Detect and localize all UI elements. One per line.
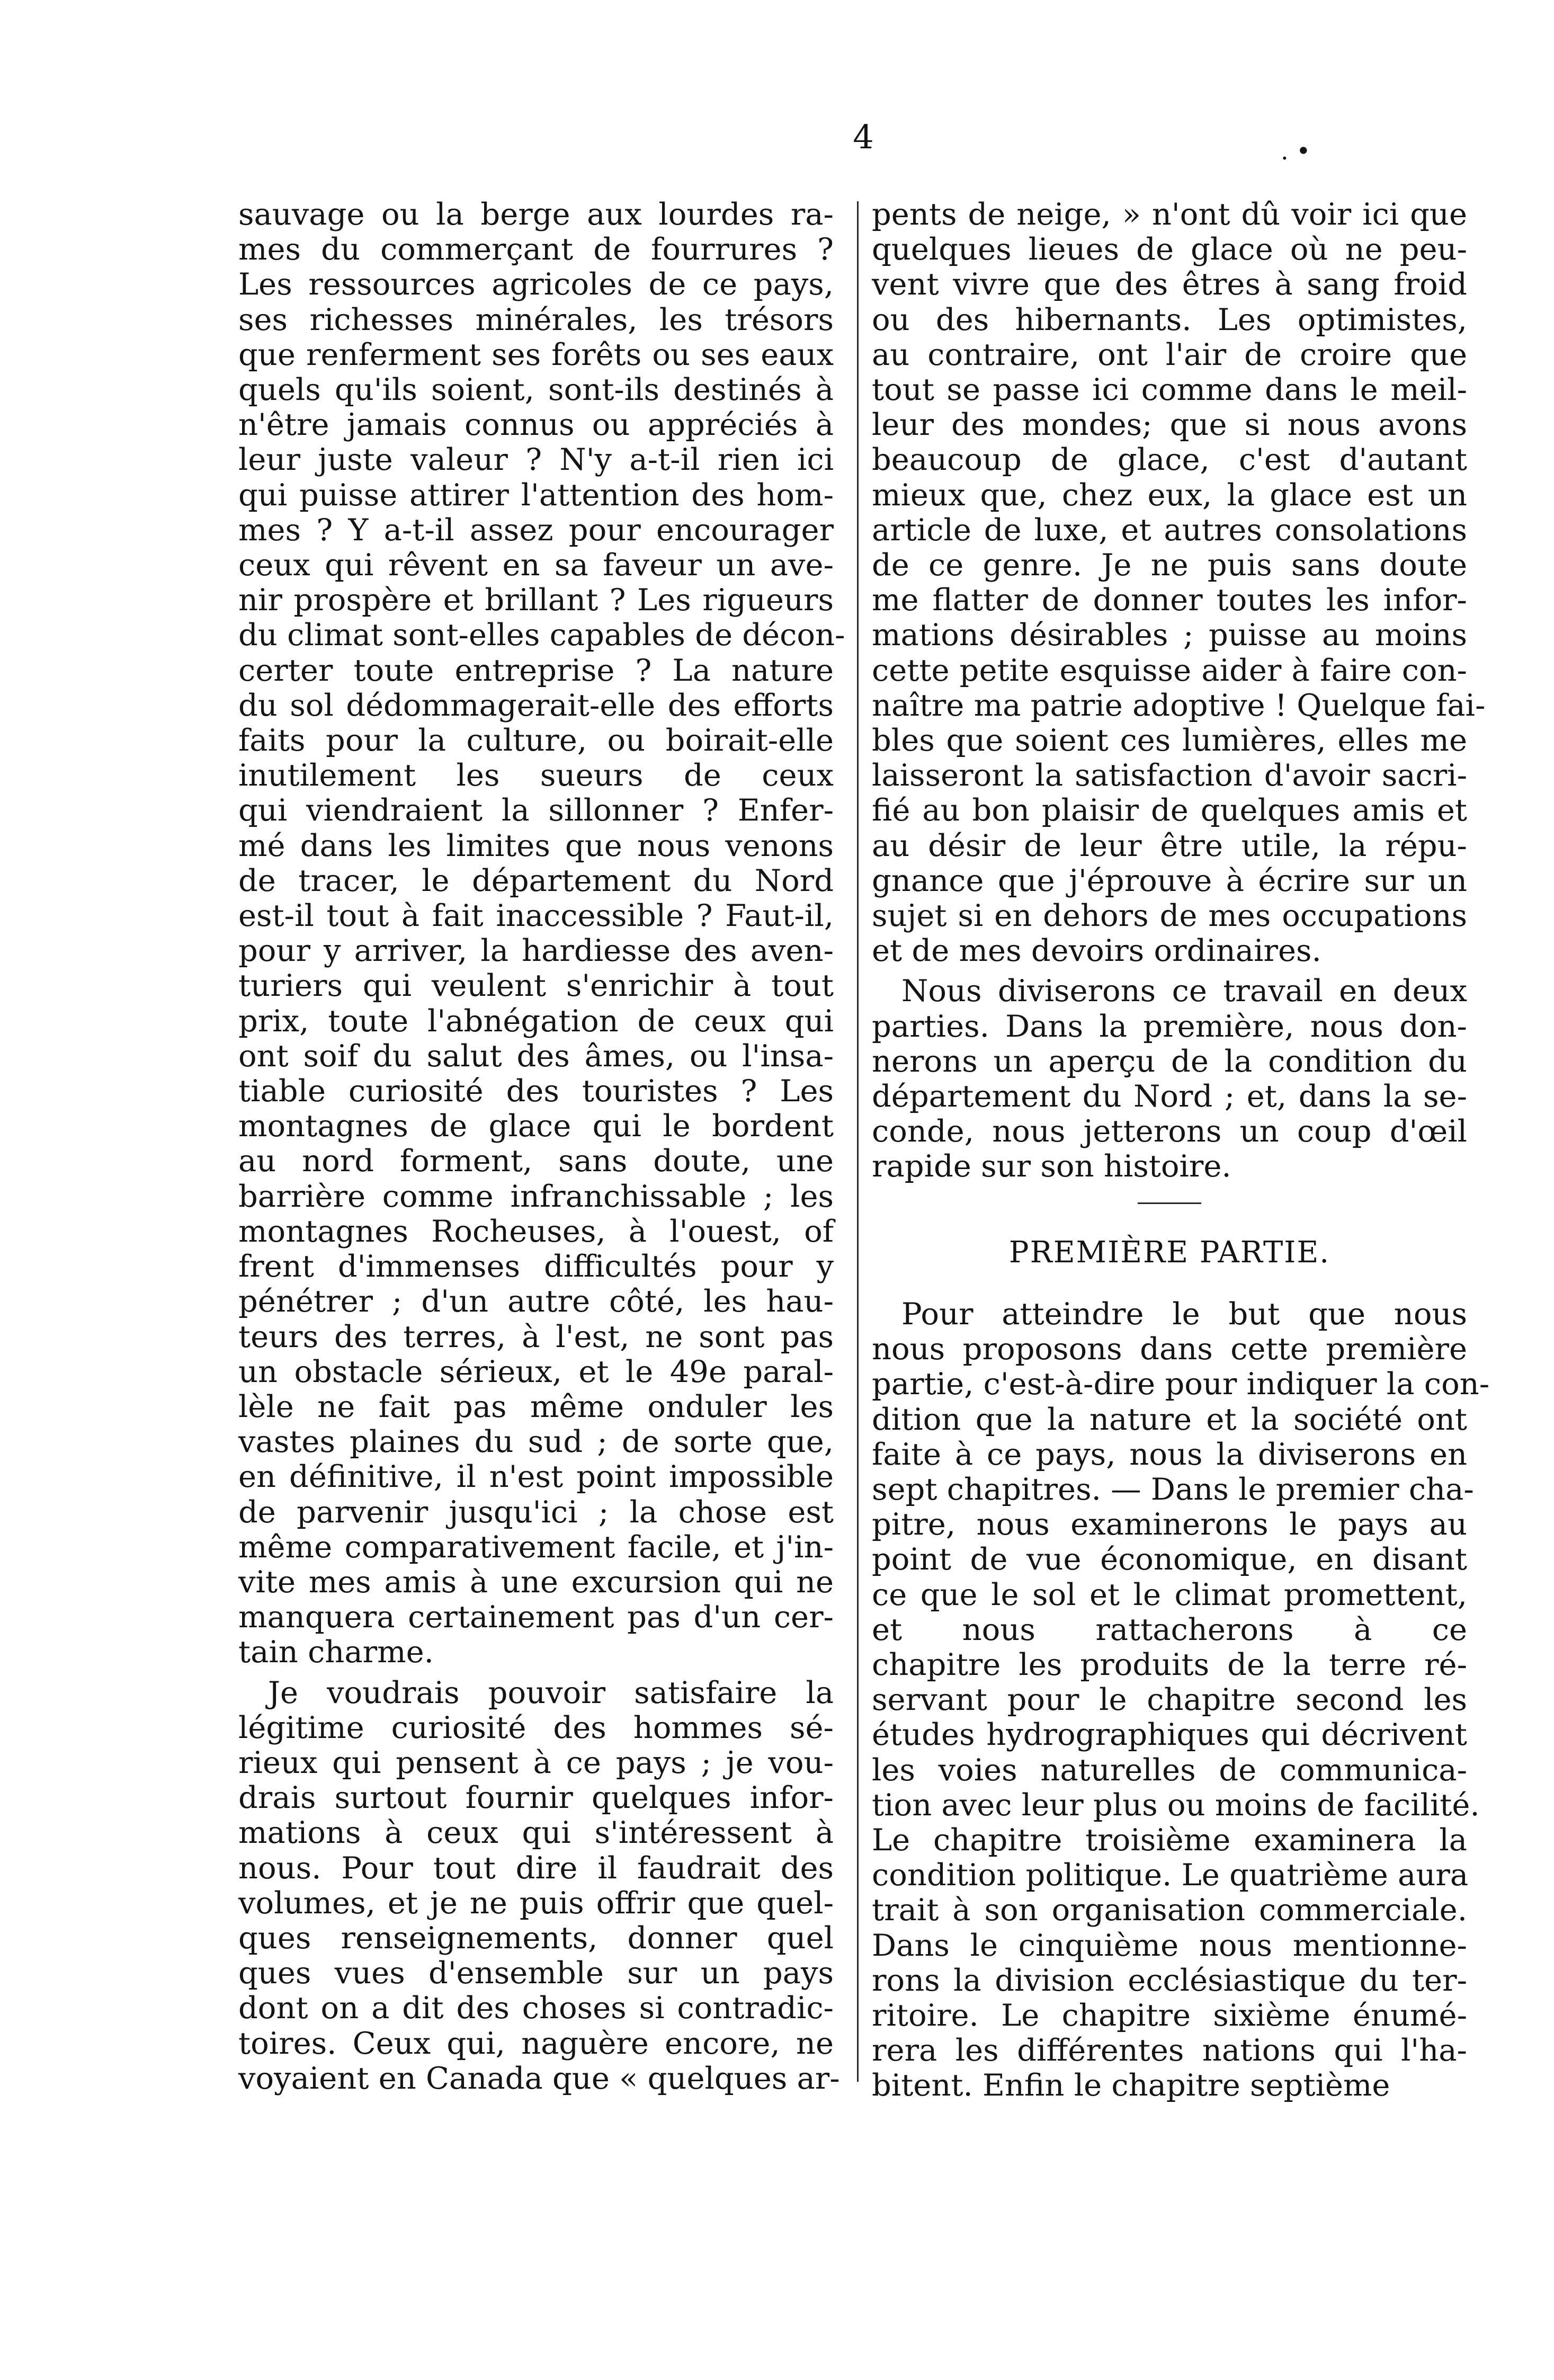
text-line: barrière comme infranchissable ; les <box>238 1178 834 1214</box>
text-line: au désir de leur être utile, la répu- <box>872 827 1467 863</box>
text-line: inutilement les sueurs de ceux <box>238 757 834 794</box>
text-line: manquera certainement pas d'un cer- <box>238 1599 834 1635</box>
text-line: et nous rattacherons à ce <box>872 1611 1467 1647</box>
text-line: gnance que j'éprouve à écrire sur un <box>872 862 1467 898</box>
right-paragraph-1 <box>872 197 1486 969</box>
text-line: département du Nord ; et, dans la se- <box>872 1078 1467 1115</box>
text-line: turiers qui veulent s'enrichir à tout <box>238 968 834 1004</box>
text-line: de parvenir jusqu'ici ; la chose est <box>238 1494 834 1530</box>
text-line: me flatter de donner toutes les infor- <box>872 582 1467 618</box>
text-line: trait à son organisation commerciale. <box>872 1892 1467 1928</box>
text-line: vastes plaines du sud ; de sorte que, <box>238 1424 834 1460</box>
column-divider <box>857 201 859 2082</box>
text-line: un obstacle sérieux, et le 49e paral- <box>238 1353 834 1389</box>
text-line: légitime curiosité des hommes sé- <box>238 1709 834 1745</box>
text-line: toires. Ceux qui, naguère encore, ne <box>238 2025 834 2061</box>
text-line: leur juste valeur ? N'y a-t-il rien ici <box>238 442 834 478</box>
text-line: fié au bon plaisir de quelques amis et <box>872 792 1467 828</box>
text-line: teurs des terres, à l'est, ne sont pas <box>238 1318 834 1354</box>
text-line: nir prospère et brillant ? Les rigueurs <box>238 582 834 618</box>
text-line: vent vivre que des êtres à sang froid <box>872 266 1467 302</box>
text-line: pénétrer ; d'un autre côté, les hau- <box>238 1283 834 1320</box>
text-line: Nous diviserons ce travail en deux <box>901 973 1467 1009</box>
text-line: naître ma patrie adoptive ! Quelque fai- <box>872 687 1486 723</box>
text-line: drais surtout fournir quelques infor- <box>238 1780 834 1816</box>
text-line: ques renseignements, donner quel <box>238 1920 834 1956</box>
text-line: leur des mondes; que si nous avons <box>872 407 1467 443</box>
text-line: ont soif du salut des âmes, ou l'insa- <box>238 1038 834 1074</box>
text-line: montagnes de glace qui le bordent <box>238 1108 834 1144</box>
text-line: sept chapitres. — Dans le premier cha- <box>872 1471 1474 1507</box>
text-line: partie, c'est-à-dire pour indiquer la con- <box>872 1366 1490 1402</box>
text-line: prix, toute l'abnégation de ceux qui <box>238 1003 834 1039</box>
text-line: condition politique. Le quatrième aura <box>872 1857 1469 1893</box>
text-line: frent d'immenses difficultés pour y <box>238 1249 834 1285</box>
text-line: Je voudrais pouvoir satisfaire la <box>268 1674 834 1710</box>
text-line: volumes, et je ne puis offrir que quel- <box>238 1885 834 1921</box>
text-line: ou des hibernants. Les optimistes, <box>872 301 1467 337</box>
text-line: nous proposons dans cette première <box>872 1331 1467 1367</box>
text-line: dont on a dit des choses si contradic- <box>238 1990 834 2026</box>
text-line: bles que soient ces lumières, elles me <box>872 723 1467 759</box>
section-heading-block <box>872 1235 1467 1270</box>
text-line: et de mes devoirs ordinaires. <box>872 933 1321 969</box>
right-paragraph-2 <box>872 974 1467 1184</box>
text-line: rons la division ecclésiastique du ter- <box>872 1962 1467 1998</box>
text-line: vite mes amis à une excursion qui ne <box>238 1564 834 1600</box>
text-line: qui puisse attirer l'attention des hom- <box>238 477 834 513</box>
corner-mark: . • <box>1281 137 1311 165</box>
text-line: bitent. Enfin le chapitre septième <box>872 2067 1390 2103</box>
text-line: mieux que, chez eux, la glace est un <box>872 477 1467 513</box>
text-line: Les ressources agricoles de ce pays, <box>238 266 834 302</box>
text-line: certer toute entreprise ? La nature <box>238 652 834 688</box>
text-line: rapide sur son histoire. <box>872 1148 1231 1184</box>
text-line: que renferment ses forêts ou ses eaux <box>238 336 834 372</box>
page-number: 4 <box>853 118 874 156</box>
text-line: du sol dédommagerait-elle des efforts <box>238 687 834 723</box>
text-line: mes ? Y a-t-il assez pour encourager <box>238 512 834 548</box>
text-line: de ce genre. Je ne puis sans doute <box>872 547 1467 583</box>
text-line: les voies naturelles de communica- <box>872 1752 1467 1788</box>
text-line: cette petite esquisse aider à faire con- <box>872 652 1467 688</box>
text-line: pour y arriver, la hardiesse des aven- <box>238 933 834 969</box>
text-line: Dans le cinquième nous mentionne- <box>872 1927 1467 1963</box>
text-line: tion avec leur plus ou moins de facilité. <box>872 1787 1480 1823</box>
section-heading: PREMIÈRE PARTIE. <box>1008 1235 1330 1270</box>
text-line: Le chapitre troisième examinera la <box>872 1822 1467 1858</box>
right-column <box>872 197 1490 2103</box>
text-line: mations à ceux qui s'intéressent à <box>238 1815 834 1851</box>
text-line: article de luxe, et autres consolations <box>872 512 1467 548</box>
text-line: nerons un aperçu de la condition du <box>872 1043 1467 1079</box>
text-line: ritoire. Le chapitre sixième énumé- <box>872 1997 1467 2033</box>
text-line: quels qu'ils soient, sont-ils destinés à <box>238 372 834 408</box>
left-paragraph-1 <box>238 197 845 1670</box>
text-line: ce que le sol et le climat promettent, <box>872 1576 1467 1612</box>
text-line: du climat sont-elles capables de décon- <box>238 617 845 653</box>
text-line: mé dans les limites que nous venons <box>238 827 834 863</box>
text-line: tout se passe ici comme dans le meil- <box>872 372 1467 408</box>
text-line: est-il tout à fait inaccessible ? Faut-il, <box>238 898 834 934</box>
right-paragraph-3 <box>872 1296 1490 2103</box>
text-line: en définitive, il n'est point impossible <box>238 1459 834 1495</box>
section-rule <box>1138 1202 1201 1204</box>
text-line: faits pour la culture, ou boirait-elle <box>238 723 834 759</box>
text-line: nous. Pour tout dire il faudrait des <box>238 1850 834 1886</box>
text-line: rera les différentes nations qui l'ha- <box>872 2033 1467 2069</box>
text-line: qui viendraient la sillonner ? Enfer- <box>238 792 834 828</box>
text-line: sujet si en dehors de mes occupations <box>872 898 1467 934</box>
text-line: quelques lieues de glace où ne peu- <box>872 231 1467 268</box>
text-line: voyaient en Canada que « quelques ar- <box>238 2060 840 2096</box>
text-line: montagnes Rocheuses, à l'ouest, of <box>238 1213 834 1249</box>
text-line: tain charme. <box>238 1634 434 1670</box>
text-line: n'être jamais connus ou appréciés à <box>238 407 834 443</box>
left-column <box>238 197 845 2096</box>
text-line: études hydrographiques qui décrivent <box>872 1717 1467 1753</box>
text-line: point de vue économique, en disant <box>872 1541 1467 1577</box>
text-line: sauvage ou la berge aux lourdes ra- <box>238 197 834 232</box>
left-paragraph-2 <box>238 1674 840 2096</box>
text-line: tiable curiosité des touristes ? Les <box>238 1073 834 1109</box>
text-line: laisseront la satisfaction d'avoir sacri- <box>872 757 1467 794</box>
text-line: rieux qui pensent à ce pays ; je vou- <box>238 1744 834 1780</box>
text-line: pitre, nous examinerons le pays au <box>872 1507 1467 1543</box>
text-line: ceux qui rêvent en sa faveur un ave- <box>238 547 834 583</box>
text-line: parties. Dans la première, nous don- <box>872 1008 1467 1044</box>
text-line: ses richesses minérales, les trésors <box>238 301 834 337</box>
text-line: pents de neige, » n'ont dû voir ici que <box>872 197 1467 232</box>
text-line: ques vues d'ensemble sur un pays <box>238 1955 834 1991</box>
text-line: dition que la nature et la société ont <box>872 1401 1467 1437</box>
text-line: servant pour le chapitre second les <box>872 1682 1467 1718</box>
text-line: au nord forment, sans doute, une <box>238 1143 834 1179</box>
text-line: de tracer, le département du Nord <box>238 862 834 898</box>
text-line: mes du commerçant de fourrures ? <box>238 231 834 268</box>
text-line: au contraire, ont l'air de croire que <box>872 336 1467 372</box>
text-line: mations désirables ; puisse au moins <box>872 617 1467 653</box>
text-line: Pour atteindre le but que nous <box>901 1296 1467 1332</box>
text-line: faite à ce pays, nous la diviserons en <box>872 1436 1467 1472</box>
text-line: chapitre les produits de la terre ré- <box>872 1646 1467 1682</box>
text-line: conde, nous jetterons un coup d'œil <box>872 1113 1467 1149</box>
text-line: même comparativement facile, et j'in- <box>238 1529 834 1565</box>
text-line: beaucoup de glace, c'est d'autant <box>872 442 1467 478</box>
text-line: lèle ne fait pas même onduler les <box>238 1388 834 1424</box>
